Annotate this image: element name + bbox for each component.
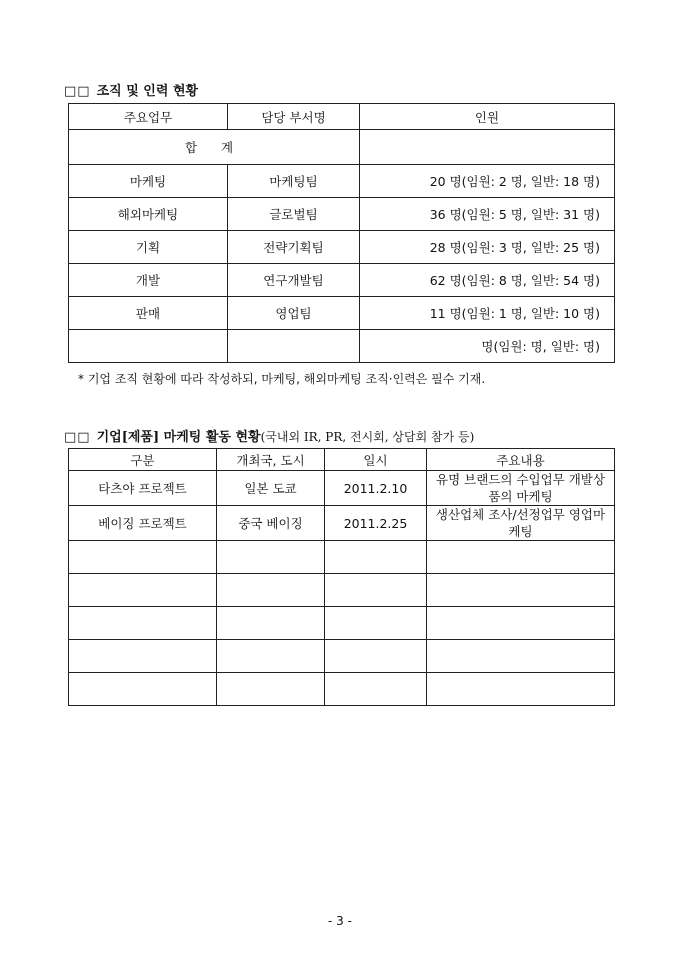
table-row xyxy=(69,673,615,706)
place-cell xyxy=(217,574,325,607)
section2-marker: □□ xyxy=(64,430,91,445)
section2-subtitle: (국내외 IR, PR, 전시회, 상담회 참가 등) xyxy=(260,430,475,444)
table-row xyxy=(69,506,615,541)
section1-note: * 기업 조직 현황에 따라 작성하되, 마케팅, 해외마케팅 조직·인력은 필수 기재. xyxy=(78,372,486,386)
task-cell: 개발 xyxy=(69,264,228,297)
name-cell xyxy=(69,607,217,640)
table-row xyxy=(69,264,615,297)
place-cell: 중국 베이징 xyxy=(217,506,325,541)
dept-cell: 영업팀 xyxy=(228,297,360,330)
task-cell: 판매 xyxy=(69,297,228,330)
name-cell xyxy=(69,541,217,574)
table-row xyxy=(69,574,615,607)
date-cell xyxy=(325,541,427,574)
section1-marker: □□ xyxy=(64,84,91,99)
table-header-row xyxy=(69,449,615,471)
total-row xyxy=(69,130,615,165)
task-cell xyxy=(69,330,228,363)
staff-cell: 62 명(임원: 8 명, 일반: 54 명) xyxy=(360,264,615,297)
content-cell xyxy=(427,640,615,673)
table-row xyxy=(69,541,615,574)
staff-cell: 20 명(임원: 2 명, 일반: 18 명) xyxy=(360,165,615,198)
table-header-row xyxy=(69,104,615,130)
content-cell xyxy=(427,574,615,607)
table-row xyxy=(69,471,615,506)
task-cell: 해외마케팅 xyxy=(69,198,228,231)
header-date: 일시 xyxy=(325,449,427,471)
section2-heading xyxy=(64,426,474,445)
table-row xyxy=(69,297,615,330)
name-cell: 타츠야 프로젝트 xyxy=(69,471,217,506)
header-content: 주요내용 xyxy=(427,449,615,471)
total-staff xyxy=(360,130,615,165)
staff-cell: 명(임원: 명, 일반: 명) xyxy=(360,330,615,363)
content-cell xyxy=(427,607,615,640)
date-cell xyxy=(325,673,427,706)
dept-cell: 전략기획팀 xyxy=(228,231,360,264)
header-staff: 인원 xyxy=(360,104,615,130)
task-cell: 마케팅 xyxy=(69,165,228,198)
dept-cell: 연구개발팀 xyxy=(228,264,360,297)
section1-heading xyxy=(64,80,198,99)
name-cell: 베이징 프로젝트 xyxy=(69,506,217,541)
date-cell: 2011.2.10 xyxy=(325,471,427,506)
header-name: 구분 xyxy=(69,449,217,471)
date-cell xyxy=(325,607,427,640)
staff-cell: 36 명(임원: 5 명, 일반: 31 명) xyxy=(360,198,615,231)
place-cell xyxy=(217,541,325,574)
place-cell: 일본 도쿄 xyxy=(217,471,325,506)
date-cell xyxy=(325,640,427,673)
staff-cell: 11 명(임원: 1 명, 일반: 10 명) xyxy=(360,297,615,330)
content-cell xyxy=(427,541,615,574)
dept-cell: 글로벌팀 xyxy=(228,198,360,231)
staff-cell: 28 명(임원: 3 명, 일반: 25 명) xyxy=(360,231,615,264)
content-cell: 유명 브랜드의 수입업무 개발상품의 마케팅 xyxy=(427,471,615,506)
table-row xyxy=(69,198,615,231)
content-cell xyxy=(427,673,615,706)
dept-cell xyxy=(228,330,360,363)
header-dept: 담당 부서명 xyxy=(228,104,360,130)
place-cell xyxy=(217,640,325,673)
date-cell xyxy=(325,574,427,607)
header-place: 개최국, 도시 xyxy=(217,449,325,471)
page-number: - 3 - xyxy=(328,914,352,928)
date-cell: 2011.2.25 xyxy=(325,506,427,541)
name-cell xyxy=(69,574,217,607)
section1-title: 조직 및 인력 현황 xyxy=(96,84,199,99)
header-task: 주요업무 xyxy=(69,104,228,130)
table-row xyxy=(69,640,615,673)
table-row xyxy=(69,231,615,264)
name-cell xyxy=(69,673,217,706)
place-cell xyxy=(217,607,325,640)
dept-cell: 마케팅팀 xyxy=(228,165,360,198)
section2-title: 기업[제품] 마케팅 활동 현황 xyxy=(96,430,261,445)
marketing-activity-table xyxy=(68,448,615,706)
table-row xyxy=(69,330,615,363)
name-cell xyxy=(69,640,217,673)
total-label: 합 계 xyxy=(69,130,360,165)
content-cell: 생산업체 조사/선정업무 영업마케팅 xyxy=(427,506,615,541)
place-cell xyxy=(217,673,325,706)
task-cell: 기획 xyxy=(69,231,228,264)
table-row xyxy=(69,165,615,198)
table-row xyxy=(69,607,615,640)
organization-table xyxy=(68,103,615,363)
